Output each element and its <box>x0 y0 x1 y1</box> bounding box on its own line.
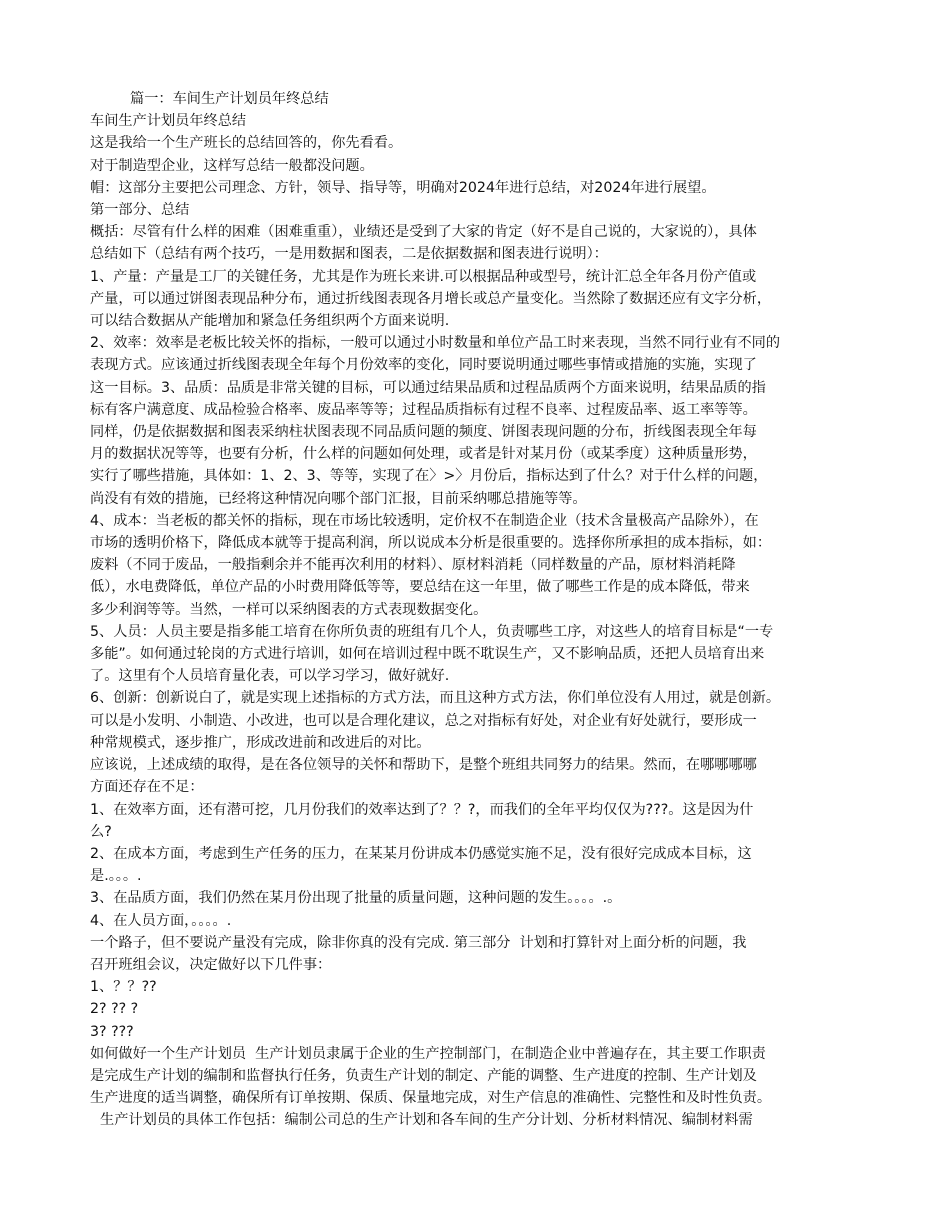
text-line: 月的数据状况等等，也要有分析，什么样的问题如何处理，或者是针对某月份（或某季度）这种质量形势， <box>90 446 757 463</box>
text-line: 实行了哪些措施，具体如：1、2、3、等等，实现了在〉>〉月份后，指标达到了什么？对于什么样的问题， <box>90 468 768 485</box>
text-line: 多少利润等等。当然，一样可以采纳图表的方式表现数据变化。 <box>90 601 488 618</box>
text-line: 概括：尽管有什么样的困难（困难重重），业绩还是受到了大家的肯定（好不是自己说的，大家说的），具体 <box>90 224 757 241</box>
text-line: 4、在人员方面，。。。。. <box>90 912 232 929</box>
text-line: 1、？？?? <box>90 979 157 996</box>
text-line: 多能”。如何通过轮岗的方式进行培训，如何在培训过程中既不耽误生产，又不影响品质，还把人员培育出来 <box>90 646 765 663</box>
document-subheading: 车间生产计划员年终总结 <box>90 113 247 130</box>
text-line: 市场的透明价格下，降低成本就等于提高利润，所以说成本分析是很重要的。选择你所承担的成本指标，如： <box>90 535 772 552</box>
text-line: 么? <box>90 823 112 840</box>
text-line: 产量，可以通过饼图表现品种分布，通过折线图表现各月增长或总产量变化。当然除了数据还应有文字分析， <box>90 290 772 307</box>
text-line: 种常规模式，逐步推广，形成改进前和改进后的对比。 <box>90 734 431 751</box>
text-line: 1、在效率方面，还有潜可挖，几月份我们的效率达到了？？?，而我们的全年平均仅仅为???。这是因为什 <box>90 801 754 818</box>
text-line: 尚没有有效的措施，已经将这种情况向哪个部门汇报，目前采纳哪总措施等等。 <box>90 490 587 507</box>
text-line: 标有客户满意度、成品检验合格率、废品率等等；过程品质指标有过程不良率、过程废品率、返工率等等。 <box>90 401 757 418</box>
text-line: 总结如下（总结有两个技巧，一是用数据和图表，二是依据数据和图表进行说明）： <box>90 246 608 263</box>
text-line: 生产计划员的具体工作包括：编制公司总的生产计划和各车间的生产分计划、分析材料情况、编制材料需 <box>100 1112 753 1129</box>
section-heading: 第一部分、总结 <box>90 202 190 219</box>
text-line: 生产进度的适当调整，确保所有订单按期、保质、保量地完成，对生产信息的准确性、完整性和及时性负责。 <box>90 1090 772 1107</box>
text-line: 对于制造型企业，这样写总结一般都没问题。 <box>90 157 374 174</box>
text-line: 6、创新：创新说白了，就是实现上述指标的方式方法，而且这种方式方法，你们单位没有人用过，就是创新。 <box>90 690 781 707</box>
text-line: 2? ?? ? <box>90 1001 139 1018</box>
text-line: 表现方式。应该通过折线图表现全年每个月份效率的变化，同时要说明通过哪些事情或措施的实施，实现了 <box>90 357 757 374</box>
text-line: 可以是小发明、小制造、小改进，也可以是合理化建议，总之对指标有好处，对企业有好处就行，要形成一 <box>90 712 757 729</box>
text-line: 4、成本：当老板的都关怀的指标，现在市场比较透明，定价权不在制造企业（技术含量极高产品除外），在 <box>90 512 759 529</box>
text-line: 方面还存在不足： <box>90 779 204 796</box>
text-line: 这一目标。3、品质：品质是非常关键的目标，可以通过结果品质和过程品质两个方面来说明，结果品质的指 <box>90 379 766 396</box>
text-line: 是.。。。. <box>90 868 142 885</box>
text-line: 召开班组会议，决定做好以下几件事： <box>90 956 332 973</box>
text-line: 可以结合数据从产能增加和紧急任务组织两个方面来说明. <box>90 313 450 330</box>
text-line: 1、产量：产量是工厂的关键任务，尤其是作为班长来讲.可以根据品种或型号，统计汇总全年各月份产值或 <box>90 268 757 285</box>
text-line: 了。这里有个人员培育量化表，可以学习学习，做好就好. <box>90 668 450 685</box>
text-line: 同样，仍是依据数据和图表采纳柱状图表现不同品质问题的频度、饼图表现问题的分布，折线图表现全年每 <box>90 424 757 441</box>
text-line: 3、在品质方面，我们仍然在某月份出现了批量的质量问题，这种问题的发生。。。。.。 <box>90 890 622 907</box>
text-line: 如何做好一个生产计划员 生产计划员隶属于企业的生产控制部门，在制造企业中普遍存在，其主要工作职责 <box>90 1045 766 1062</box>
text-line: 5、人员：人员主要是指多能工培育在你所负责的班组有几个人，负责哪些工序，对这些人的培育目标是“一专 <box>90 623 774 640</box>
text-line: 帽：这部分主要把公司理念、方针，领导、指导等，明确对2024年进行总结，对2024年进行展望。 <box>90 179 716 196</box>
text-line: 3? ??? <box>90 1023 139 1040</box>
text-line: 废料（不同于废品，一般指剩余并不能再次利用的材料）、原材料消耗（同样数量的产品，原材料消耗降 <box>90 557 736 574</box>
text-line: 一个路子，但不要说产量没有完成，除非你真的没有完成. 第三部分 计划和打算针对上面分析的问题，我 <box>90 934 747 951</box>
text-line: 低），水电费降低，单位产品的小时费用降低等等，要总结在这一年里，做了哪些工作是的成本降低，带来 <box>90 579 750 596</box>
text-line: 2、在成本方面，考虑到生产任务的压力，在某某月份讲成本仍感觉实施不足，没有很好完成成本目标，这 <box>90 845 752 862</box>
document-heading: 篇一：车间生产计划员年终总结 <box>130 91 329 107</box>
text-line: 应该说，上述成绩的取得，是在各位领导的关怀和帮助下，是整个班组共同努力的结果。然而，在哪哪哪哪 <box>90 757 757 774</box>
document-body <box>90 88 865 1132</box>
text-line: 这是我给一个生产班长的总结回答的，你先看看。 <box>90 135 403 152</box>
text-line: 2、效率：效率是老板比较关怀的指标，一般可以通过小时数量和单位产品工时来表现，当然不同行业有不同的 <box>90 335 781 352</box>
text-line: 是完成生产计划的编制和监督执行任务，负责生产计划的制定、产能的调整、生产进度的控制、生产计划及 <box>90 1067 757 1084</box>
